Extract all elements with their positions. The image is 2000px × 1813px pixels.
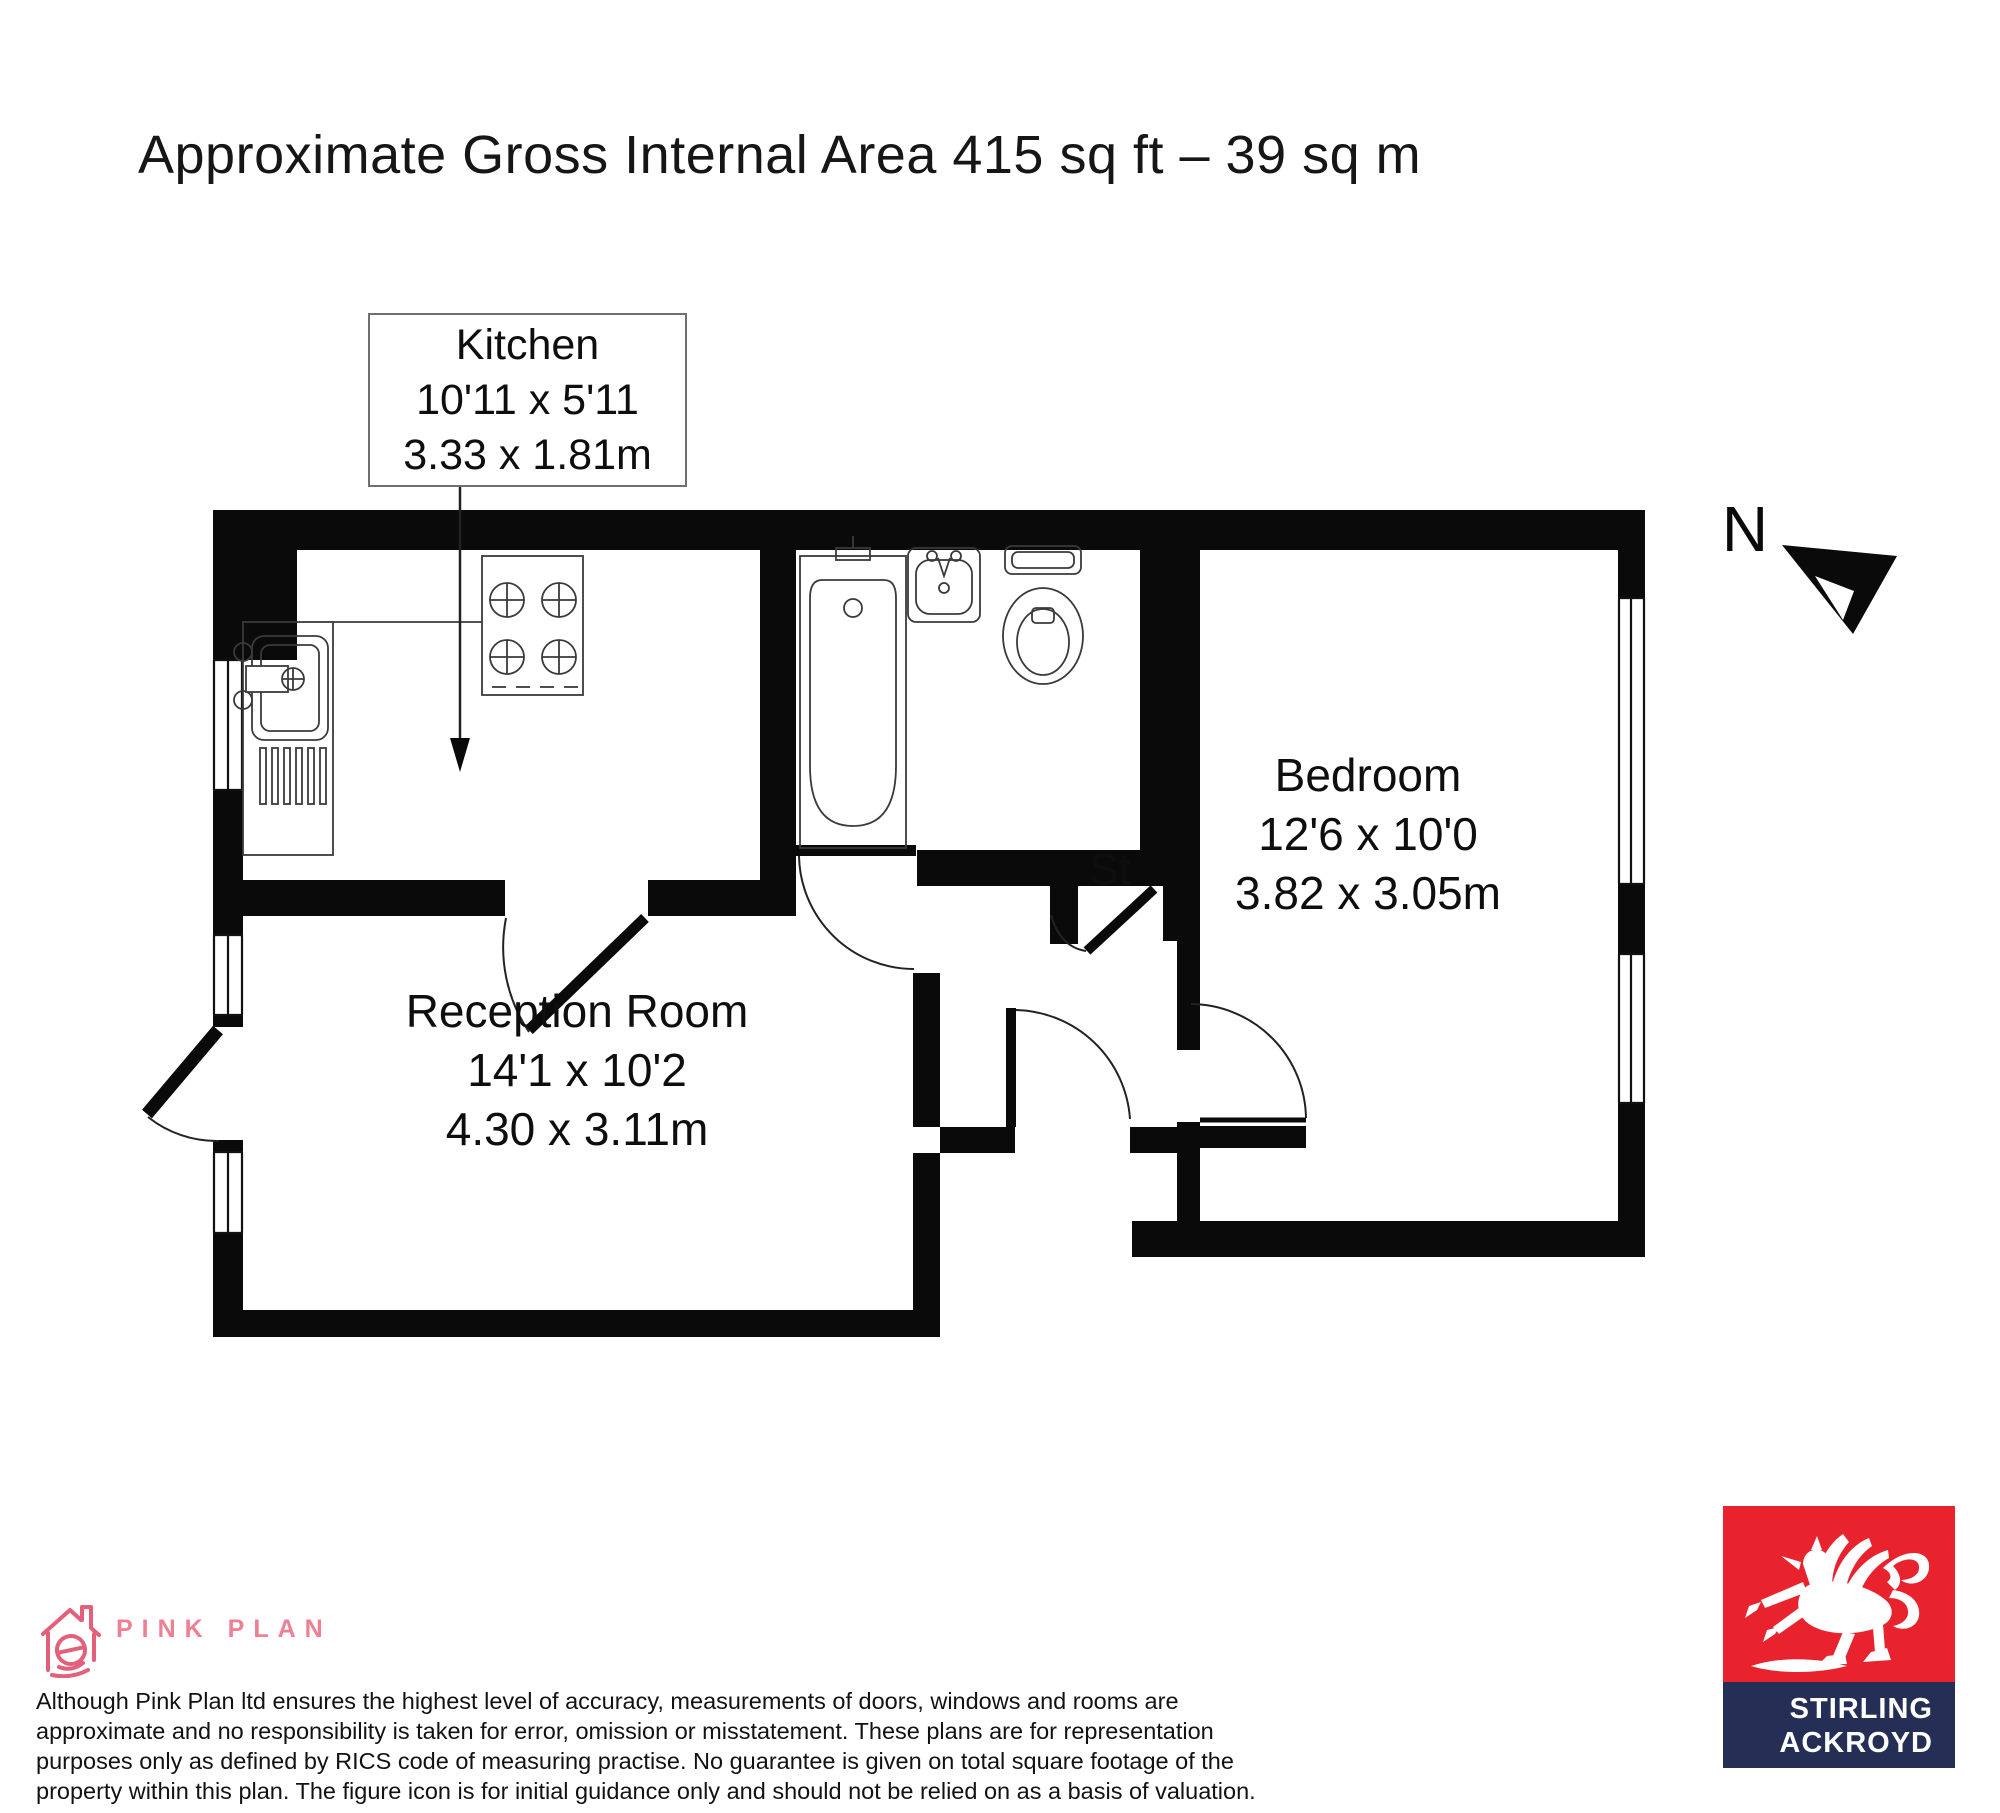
reception-dims-imperial: 14'1 x 10'2 [467,1044,687,1096]
bedroom-dims-imperial: 12'6 x 10'0 [1258,808,1478,860]
walls [213,510,1645,1337]
disclaimer-line: approximate and no responsibility is taken for error, omission or misstatement. These plans are for representation [36,1718,1214,1744]
kitchen-dims-imperial: 10'11 x 5'11 [416,375,639,424]
kitchen-name: Kitchen [455,320,600,369]
bedroom-label [1235,746,1501,923]
window-reception-lower [211,1152,245,1233]
disclaimer-line: Although Pink Plan ltd ensures the highest level of accuracy, measurements of doors, windows and rooms are [36,1688,1179,1714]
door-bedroom [1191,1004,1306,1120]
bedroom-dims-metric: 3.82 x 3.05m [1235,867,1501,919]
agency-name [1723,1692,1933,1760]
disclaimer-line: purposes only as defined by RICS code of measuring practise. No guarantee is given on total square footage of the [36,1748,1234,1774]
north-label: N [1721,493,1769,565]
bathroom-fixtures [800,536,1083,848]
pink-plan-house-icon [38,1600,104,1678]
page-title: Approximate Gross Internal Area 415 sq ft – 39 sq m [138,125,1422,185]
window-bedroom-lower [1616,954,1647,1103]
bedroom-name: Bedroom [1274,749,1462,801]
storage-label: St [1089,845,1131,894]
bathtub-icon [800,536,906,848]
agency-name-line1: STIRLING [1789,1693,1933,1725]
reception-name: Reception Room [405,985,749,1037]
door-bathroom [796,845,916,969]
north-arrow-icon [1782,545,1897,634]
stirling-ackroyd-logo [1723,1506,1955,1768]
kitchen-dims-metric: 3.33 x 1.81m [403,430,652,479]
griffin-icon [1723,1506,1955,1682]
window-bedroom-upper [1616,598,1647,884]
window-kitchen [211,660,245,790]
bathroom-basin-icon [908,548,980,622]
drainer-icon [260,748,326,804]
pink-plan-wordmark: PINK PLAN [116,1615,332,1643]
reception-room-label [406,982,749,1159]
toilet-icon [1003,546,1083,684]
agency-name-line2: ACKROYD [1779,1727,1933,1759]
reception-dims-metric: 4.30 x 3.11m [445,1103,709,1155]
door-reception-entry [147,1030,219,1141]
disclaimer-text [36,1686,1256,1806]
stove-icon [482,556,583,695]
kitchen-label-box [368,313,687,487]
door-entrance-hall [1006,1008,1130,1127]
window-reception-upper [211,935,245,1015]
disclaimer-line: property within this plan. The figure icon is for initial guidance only and should not be relied on as a basis of valuation. [36,1778,1256,1804]
